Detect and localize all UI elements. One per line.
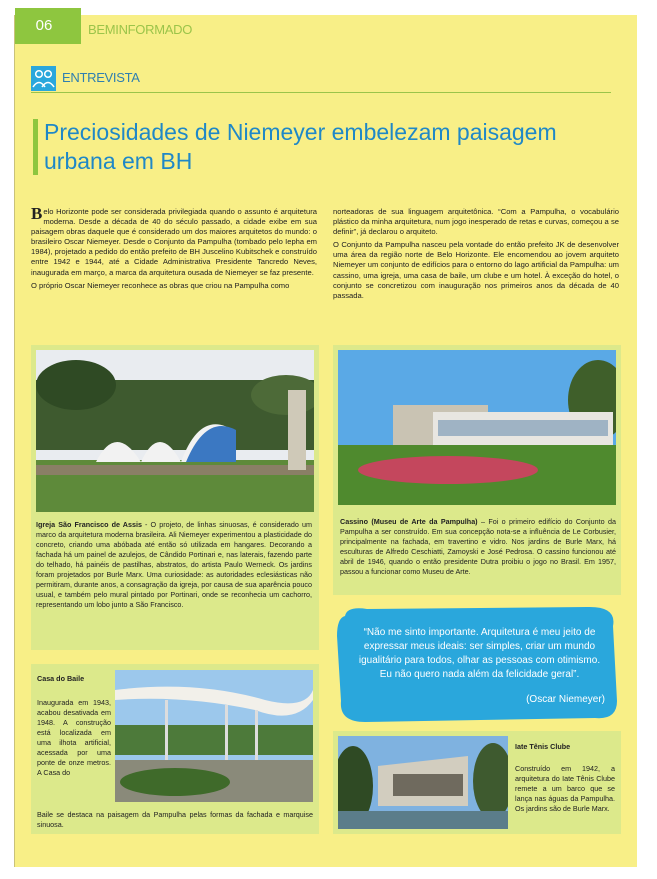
page-number-tab xyxy=(15,8,81,44)
article-title: Preciosidades de Niemeyer embelezam paisagem urbana em BH xyxy=(44,119,557,174)
iate-photo xyxy=(338,736,508,829)
igreja-photo xyxy=(36,350,314,512)
caption-text: – Foi o primeiro edifício do Conjunto da Pampulha a ser construído. Em sua concepção nota-se a influência de Le Corbusier, principalmente na fachada, em travertino e vidro. Nos jardins de Burle Marx, há esculturas de Alfredo Ceschiatti, Zamoyski e José Pedrosa. O cassino funcionou até abril de 1946, quando o então presidente Dutra proibiu o jogo no Brasil. Em 1957, passou a funcionar como Museu de Arte. xyxy=(340,517,617,576)
article-column-2 xyxy=(333,207,619,304)
article-column-1 xyxy=(31,204,317,294)
people-icon xyxy=(31,66,56,91)
page-number: 06 xyxy=(35,17,53,34)
igreja-caption xyxy=(36,520,312,610)
casa-baile-text-2: Baile se destaca na paisagem da Pampulha pelas formas da fachada e marquise sinuosa. xyxy=(37,810,313,829)
iate-title: Iate Tênis Clube xyxy=(515,742,571,751)
article-paragraph: norteadoras de sua linguagem arquitetônica. “Com a Pampulha, o vocabulário plástico da minha arquitetura, num jogo inesperado de retas e curvas, começou a se definir”, já declarou o arquiteto. xyxy=(333,207,619,237)
section-label: ENTREVISTA xyxy=(62,70,140,85)
magazine-name: BEMINFORMADO xyxy=(88,22,193,37)
casa-baile-title: Casa do Baile xyxy=(37,674,85,683)
quote-author: (Oscar Niemeyer) xyxy=(526,694,605,705)
article-paragraph: O Conjunto da Pampulha nasceu pela vontade do então prefeito JK de desenvolver uma área da região norte de Belo Horizonte. Ele encomendou ao jovem arquiteto Niemeyer um conjunto de edifícios para o entorno do lago artificial da Pampulha: um cassino, uma igreja, uma casa de baile, um clube e um hotel. À exceção do hotel, o conjunto se concretizou com inauguração nos primeiros anos da década de 40 passada. xyxy=(333,240,619,300)
article-paragraph: O próprio Oscar Niemeyer reconhece as obras que criou na Pampulha como xyxy=(31,280,290,290)
caption-text: - O projeto, de linhas sinuosas, é considerado um marco da arquitetura moderna brasileira. Ali Niemeyer experimentou a plasticidade do concreto, criando uma abóbada até então só utilizada em hangares. Decorando a fachada há um painel de azulejos, de Cândido Portinari e, nas laterais, fazendo parte do telhado, há painéis de pastilhas, abstratos, do artista Paulo Werneck. Os jardins foram projetados por Burle Marx. Uma curiosidade: as autoridades eclesiásticas não permitiram, durante anos, a consagração da igreja, por causa de sua aparência pouco usual, e também pelo mural pintado por Portinari, onde se reconhecia um cachorro, representando um lobo junto a São Francisco. xyxy=(36,520,312,609)
casa-baile-text-1: Inaugurada em 1943, acabou desativada em 1948. A construção está localizada em uma ilhota artificial, acessada por uma ponte de onze metros. A Casa do xyxy=(37,698,111,777)
caption-title: Igreja São Francisco de Assis xyxy=(36,520,142,529)
article-paragraph: elo Horizonte pode ser considerada privilegiada quando o assunto é arquitetura moderna. Desde a década de 40 do século passado, a cidade exibe em sua paisagem obras daquele que é considerado um dos maiores arquitetos do mundo: o brasileiro Oscar Niemeyer. Desde o Conjunto da Pampulha (tombado pelo Iepha em 1984), projetado a pedido do então prefeito de BH Juscelino Kubitschek e construído entre 1942 e 1944, até a Cidade Administrativa Presidente Tancredo Neves, inaugurada em março, a marca da arquitetura ousada de Niemeyer se faz presente. xyxy=(31,207,317,277)
casa-baile-photo xyxy=(115,670,313,802)
title-accent-bar xyxy=(33,119,38,175)
cassino-caption xyxy=(340,517,616,577)
iate-text: Construído em 1942, a arquitetura do Iate Tênis Clube remete a um barco que se lança nas águas da Pampulha. Os jardins são de Burle Marx. xyxy=(515,764,615,813)
drop-cap: B xyxy=(31,204,43,223)
caption-title: Cassino (Museu de Arte da Pampulha) xyxy=(340,517,478,526)
quote-text: “Não me sinto importante. Arquitetura é meu jeito de expressar meus ideais: ser simples, criar um mundo igualitário para todos, olhar as pessoas com otimismo. Eu não quero nada além da felicidade geral”. xyxy=(358,627,601,680)
cassino-photo xyxy=(338,350,616,505)
section-divider xyxy=(31,92,611,93)
